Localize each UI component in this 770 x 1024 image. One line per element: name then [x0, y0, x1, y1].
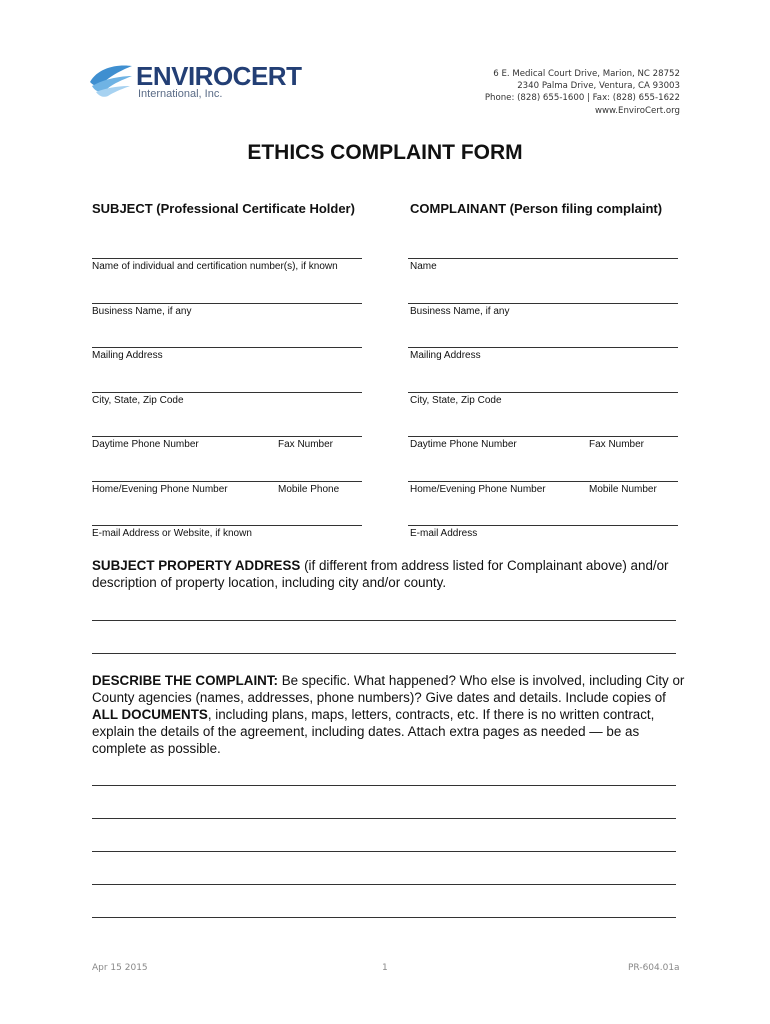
property-text: (if different from address listed for Complainant above) and/or description of property location, including city and/or county.: [92, 558, 669, 590]
field-label: Fax Number: [589, 439, 645, 450]
website-link[interactable]: www.EnviroCert.org: [595, 105, 680, 116]
field-label: Home/Evening Phone Number: [92, 484, 228, 495]
field-label: E-mail Address or Website, if known: [92, 528, 252, 539]
complainant-name-field[interactable]: [408, 258, 678, 272]
field-label: Business Name, if any: [92, 306, 192, 317]
field-label: Mailing Address: [410, 350, 481, 361]
envirocert-logo: [88, 61, 302, 102]
complaint-line-4[interactable]: [92, 884, 676, 885]
field-label: City, State, Zip Code: [92, 395, 184, 406]
leaf-wave-icon: [88, 62, 134, 98]
subject-name-field[interactable]: [92, 258, 362, 272]
complainant-mailing-field[interactable]: [408, 347, 678, 361]
subject-mailing-field[interactable]: [92, 347, 362, 361]
page-number: 1: [382, 963, 388, 973]
complainant-city-field[interactable]: [408, 392, 678, 406]
property-address-instructions: [92, 557, 692, 591]
form-code: PR-604.01a: [628, 963, 680, 973]
complaint-line-2[interactable]: [92, 818, 676, 819]
complainant-home-mobile-field[interactable]: [408, 481, 678, 495]
complainant-heading: COMPLAINANT (Person filing complaint): [410, 201, 663, 216]
describe-text-1: Be specific. What happened? Who else is involved, including City or County agencies (names, addresses, phone numbers)? Give dates and details. Include copies of: [92, 673, 685, 705]
field-label: City, State, Zip Code: [410, 395, 502, 406]
address-line-2: 2340 Palma Drive, Ventura, CA 93003: [517, 81, 680, 92]
field-label: Daytime Phone Number: [92, 439, 199, 450]
field-label: Mailing Address: [92, 350, 163, 361]
describe-heading: DESCRIBE THE COMPLAINT:: [92, 673, 278, 688]
field-label: Home/Evening Phone Number: [410, 484, 546, 495]
contact-address-block: [485, 68, 680, 117]
subject-email-field[interactable]: [92, 525, 362, 539]
footer-date: Apr 15 2015: [92, 963, 148, 973]
all-documents-emphasis: ALL DOCUMENTS: [92, 707, 208, 722]
subject-city-field[interactable]: [92, 392, 362, 406]
subject-heading: SUBJECT (Professional Certificate Holder): [92, 201, 355, 216]
field-label: Name: [410, 261, 437, 272]
field-label: Business Name, if any: [410, 306, 510, 317]
subject-phone-fax-field[interactable]: [92, 436, 362, 450]
field-label: E-mail Address: [410, 528, 478, 539]
subject-home-mobile-field[interactable]: [92, 481, 362, 495]
property-heading: SUBJECT PROPERTY ADDRESS: [92, 558, 301, 573]
field-label: Name of individual and certification number(s), if known: [92, 261, 338, 272]
field-label: Fax Number: [278, 439, 334, 450]
field-label: Mobile Number: [589, 484, 657, 495]
logo-subtitle: International, Inc.: [138, 88, 223, 100]
complaint-line-3[interactable]: [92, 851, 676, 852]
property-line-1[interactable]: [92, 620, 676, 621]
property-line-2[interactable]: [92, 653, 676, 654]
field-label: Daytime Phone Number: [410, 439, 517, 450]
complaint-line-5[interactable]: [92, 917, 676, 918]
complaint-line-1[interactable]: [92, 785, 676, 786]
phone-fax-line: Phone: (828) 655-1600 | Fax: (828) 655-1622: [484, 93, 680, 104]
complainant-business-field[interactable]: [408, 303, 678, 317]
address-line-1: 6 E. Medical Court Drive, Marion, NC 28752: [493, 69, 680, 79]
subject-business-field[interactable]: [92, 303, 362, 317]
field-label: Mobile Phone: [278, 484, 340, 495]
logo-wordmark: ENVIROCERT: [136, 61, 302, 91]
complainant-email-field[interactable]: [408, 525, 678, 539]
complaint-instructions: [92, 672, 692, 757]
describe-text-2: , including plans, maps, letters, contracts, etc. If there is no written contract, explain the details of the agreement, including dates. Attach extra pages as needed — be as complete as possible.: [92, 707, 655, 756]
form-title: ETHICS COMPLAINT FORM: [247, 141, 523, 164]
complainant-phone-fax-field[interactable]: [408, 436, 678, 450]
